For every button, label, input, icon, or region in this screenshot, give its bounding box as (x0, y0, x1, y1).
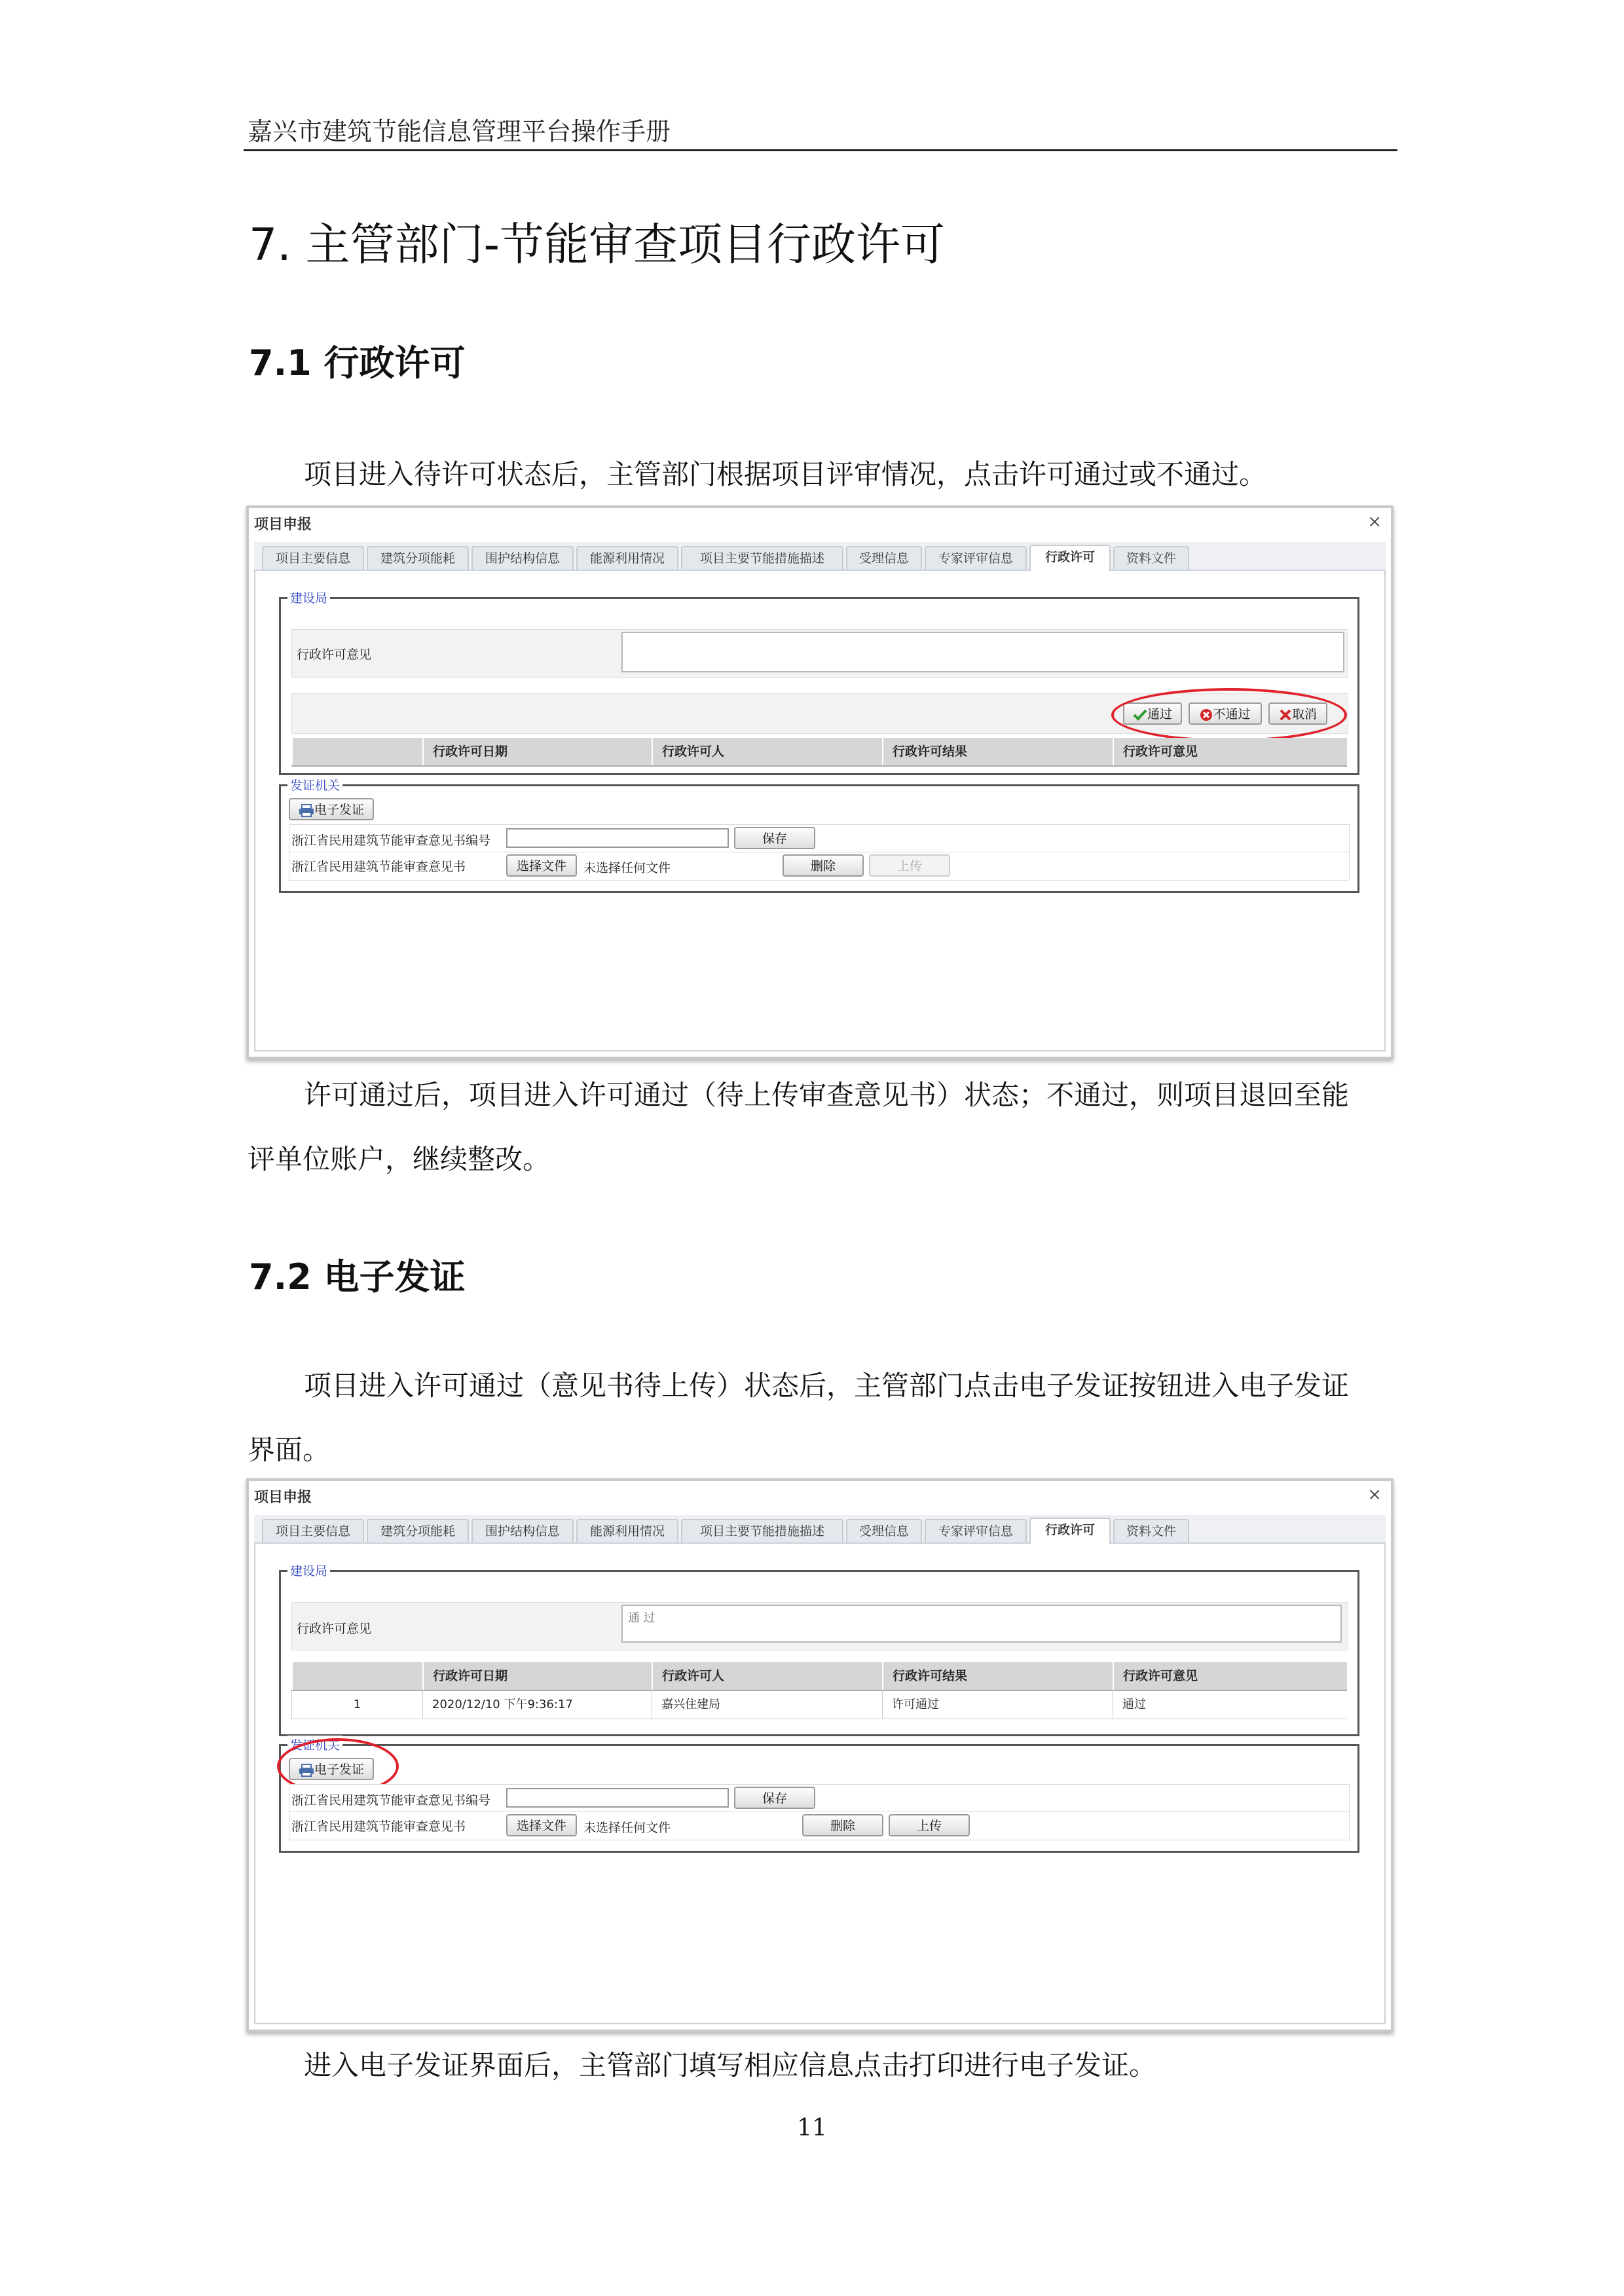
col-result: 行政许可结果 (882, 1662, 1113, 1690)
col-opinion: 行政许可意见 (1113, 1662, 1347, 1690)
col-person: 行政许可人 (652, 738, 882, 765)
delete-button[interactable]: 删除 (802, 1814, 883, 1836)
reject-label: 不通过 (1213, 707, 1251, 721)
legend-build-bureau: 建设局 (287, 589, 330, 606)
paragraph: 项目进入待许可状态后，主管部门根据项目评审情况，点击许可通过或不通过。 (304, 458, 1267, 490)
tab-bar (254, 1515, 1386, 1544)
paragraph: 进入电子发证界面后，主管部门填写相应信息点击打印进行电子发证。 (304, 2049, 1157, 2081)
cert-file-label: 浙江省民用建筑节能审查意见书 (291, 860, 466, 874)
tab-measures[interactable]: 项目主要节能措施描述 (681, 546, 843, 570)
no-file-text: 未选择任何文件 (583, 861, 671, 875)
window-title: 项目申报 (254, 1489, 312, 1506)
col-date: 行政许可日期 (422, 738, 652, 765)
tab-content (254, 571, 1386, 1051)
tab-admin-permit[interactable]: 行政许可 (1029, 545, 1111, 571)
paragraph: 评单位账户，继续整改。 (248, 1143, 551, 1175)
table-header (291, 738, 1347, 767)
document-header: 嘉兴市建筑节能信息管理平台操作手册 (248, 117, 671, 146)
tab-project-info[interactable]: 项目主要信息 (262, 546, 364, 570)
chapter-title: 7. 主管部门-节能审查项目行政许可 (249, 219, 946, 271)
save-button[interactable]: 保存 (734, 1787, 815, 1809)
screenshot-window-permit (246, 505, 1393, 1059)
table-row[interactable] (291, 1691, 1347, 1719)
fieldset-build-bureau (279, 591, 1359, 775)
cert-no-label: 浙江省民用建筑节能审查意见书编号 (291, 833, 491, 848)
cell-opinion: 通过 (1113, 1691, 1347, 1719)
opinion-label: 行政许可意见 (297, 1622, 372, 1636)
legend-issuer: 发证机关 (287, 1736, 342, 1753)
cell-person: 嘉兴住建局 (652, 1691, 882, 1719)
tab-energy-use[interactable]: 能源利用情况 (576, 546, 678, 570)
upload-button[interactable]: 上传 (889, 1814, 970, 1836)
tab-energy[interactable]: 建筑分项能耗 (367, 546, 469, 570)
col-index (291, 738, 422, 765)
tab-files[interactable]: 资料文件 (1113, 546, 1189, 570)
fieldset-issuer (279, 778, 1359, 893)
tab-expert-review[interactable]: 专家评审信息 (925, 1519, 1027, 1542)
cell-index: 1 (291, 1691, 422, 1719)
paragraph: 许可通过后，项目进入许可通过（待上传审查意见书）状态；不通过，则项目退回至能 (304, 1079, 1350, 1111)
tab-measures[interactable]: 项目主要节能措施描述 (681, 1519, 843, 1542)
choose-file-button[interactable]: 选择文件 (506, 1814, 577, 1836)
tab-bar (254, 542, 1386, 571)
tab-envelope[interactable]: 围护结构信息 (471, 1519, 574, 1542)
legend-issuer: 发证机关 (287, 776, 342, 793)
ecert-label: 电子发证 (314, 803, 364, 817)
section-heading-7-2: 7.2 电子发证 (249, 1256, 466, 1298)
fieldset-build-bureau (279, 1564, 1359, 1736)
paragraph: 项目进入许可通过（意见书待上传）状态后，主管部门点击电子发证按钮进入电子发证 (304, 1370, 1350, 1402)
cert-no-input[interactable] (506, 1788, 729, 1808)
tab-energy[interactable]: 建筑分项能耗 (367, 1519, 469, 1542)
col-opinion: 行政许可意见 (1113, 738, 1347, 765)
ecert-button[interactable] (289, 798, 374, 820)
section-heading-7-1: 7.1 行政许可 (249, 342, 466, 384)
fieldset-issuer (279, 1738, 1359, 1853)
col-result: 行政许可结果 (882, 738, 1113, 765)
cancel-label: 取消 (1291, 707, 1317, 721)
opinion-textarea[interactable]: 通 过 (621, 1605, 1342, 1643)
tab-admin-permit[interactable]: 行政许可 (1029, 1518, 1111, 1544)
cell-result: 许可通过 (882, 1691, 1113, 1719)
tab-envelope[interactable]: 围护结构信息 (471, 546, 574, 570)
delete-button[interactable]: 删除 (783, 854, 864, 877)
printer-icon (299, 804, 314, 817)
header-rule (244, 149, 1397, 151)
tab-acceptance[interactable]: 受理信息 (846, 546, 922, 570)
upload-button[interactable]: 上传 (869, 854, 950, 877)
tab-energy-use[interactable]: 能源利用情况 (576, 1519, 678, 1542)
save-button[interactable]: 保存 (734, 827, 815, 849)
opinion-textarea[interactable] (621, 632, 1344, 672)
table-header (291, 1662, 1347, 1691)
highlight-ellipse (1111, 688, 1347, 742)
cell-date: 2020/12/10 下午9:36:17 (422, 1691, 652, 1719)
screenshot-window-ecert (246, 1478, 1393, 2032)
col-index (291, 1662, 422, 1690)
tab-expert-review[interactable]: 专家评审信息 (925, 546, 1027, 570)
cert-file-label: 浙江省民用建筑节能审查意见书 (291, 1819, 466, 1834)
tab-project-info[interactable]: 项目主要信息 (262, 1519, 364, 1542)
close-icon[interactable]: × (1367, 1485, 1382, 1504)
tab-acceptance[interactable]: 受理信息 (846, 1519, 922, 1542)
ecert-label: 电子发证 (314, 1762, 364, 1777)
no-file-text: 未选择任何文件 (583, 1821, 671, 1835)
page-number: 11 (797, 2115, 827, 2141)
cert-no-input[interactable] (506, 828, 729, 848)
window-title: 项目申报 (254, 517, 312, 533)
legend-build-bureau: 建设局 (287, 1561, 330, 1579)
cert-no-label: 浙江省民用建筑节能审查意见书编号 (291, 1793, 491, 1808)
col-date: 行政许可日期 (422, 1662, 652, 1690)
choose-file-button[interactable]: 选择文件 (506, 854, 577, 877)
opinion-label: 行政许可意见 (297, 647, 372, 662)
col-person: 行政许可人 (652, 1662, 882, 1690)
close-icon[interactable]: × (1367, 512, 1382, 532)
tab-content (254, 1544, 1386, 2024)
pass-label: 通过 (1147, 707, 1172, 721)
tab-files[interactable]: 资料文件 (1113, 1519, 1189, 1542)
paragraph: 界面。 (248, 1434, 331, 1466)
